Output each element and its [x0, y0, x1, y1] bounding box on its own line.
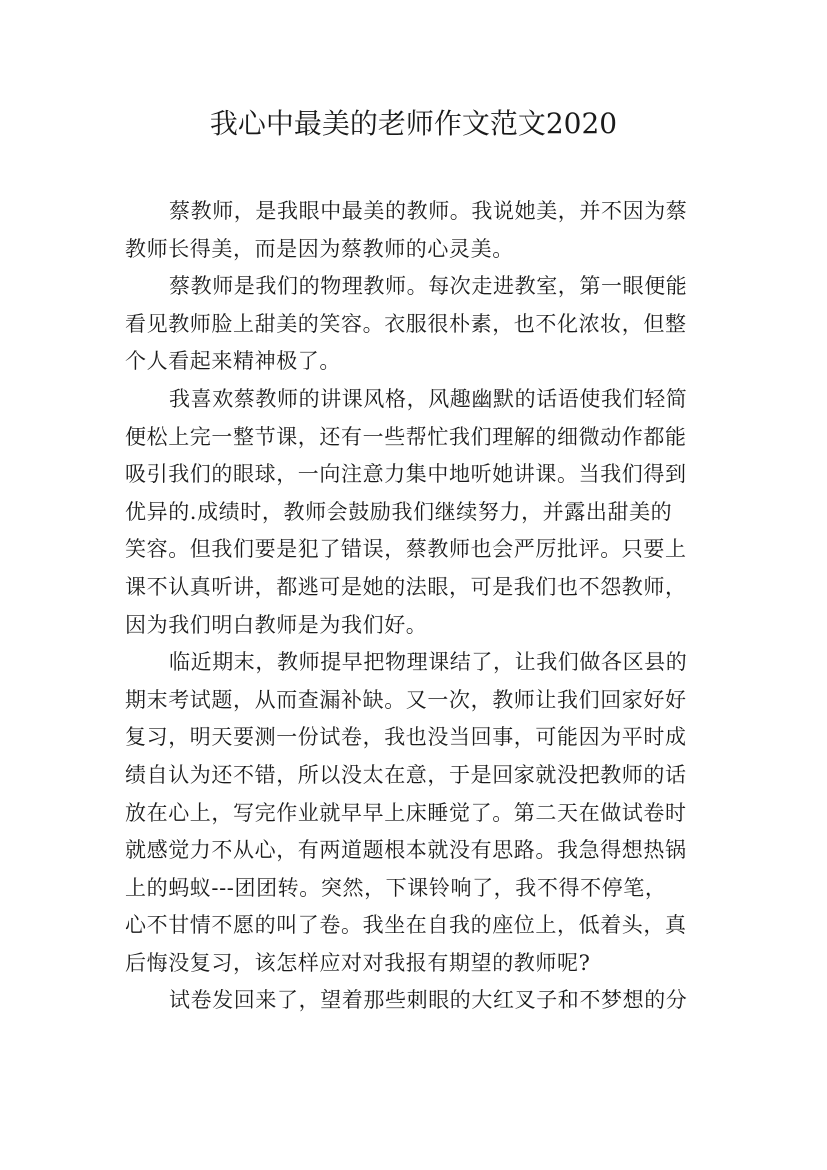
body-line: 看见教师脸上甜美的笑容。衣服很朴素，也不化浓妆，但整 [125, 311, 687, 336]
body-line: 后悔没复习，该怎样应对对我报有期望的教师呢? [125, 950, 591, 975]
body-line: 上的蚂蚁---团团转。突然，下课铃响了，我不得不停笔， [125, 875, 667, 900]
document-title: 我心中最美的老师作文范文2020 [209, 107, 618, 140]
body-line: 个人看起来精神极了。 [125, 349, 341, 374]
body-line: 蔡教师，是我眼中最美的教师。我说她美，并不因为蔡 [169, 199, 688, 223]
body-line: 就感觉力不从心，有两道题根本就没有思路。我急得想热锅 [125, 838, 687, 863]
body-line: 因为我们明白教师是为我们好。 [125, 612, 428, 637]
body-line: 吸引我们的眼球，一向注意力集中地听她讲课。当我们得到 [125, 462, 687, 487]
body-line: 课不认真听讲，都逃可是她的法眼，可是我们也不怨教师， [125, 574, 687, 599]
body-line: 便松上完一整节课，还有一些帮忙我们理解的细微动作都能 [125, 424, 687, 449]
body-line: 蔡教师是我们的物理教师。每次走进教室，第一眼便能 [169, 274, 688, 299]
body-line: 我喜欢蔡教师的讲课风格，风趣幽默的话语使我们轻简 [169, 386, 688, 411]
body-line: 放在心上，写完作业就早早上床睡觉了。第二天在做试卷时 [125, 800, 687, 825]
body-line: 优异的.成绩时，教师会鼓励我们继续努力，并露出甜美的 [125, 499, 673, 524]
document-body [125, 193, 705, 1020]
body-line: 期末考试题，从而查漏补缺。又一次，教师让我们回家好好 [125, 687, 687, 712]
body-line: 试卷发回来了，望着那些刺眼的大红叉子和不梦想的分 [169, 988, 688, 1013]
body-line: 绩自认为还不错，所以没太在意，于是回家就没把教师的话 [125, 762, 687, 787]
body-line: 教师长得美，而是因为蔡教师的心灵美。 [125, 236, 514, 261]
body-line: 复习，明天要测一份试卷，我也没当回事，可能因为平时成 [125, 725, 687, 750]
body-line: 心不甘情不愿的叫了卷。我坐在自我的座位上，低着头，真 [125, 913, 687, 938]
body-line: 笑容。但我们要是犯了错误，蔡教师也会严厉批评。只要上 [125, 537, 687, 562]
body-line: 临近期末，教师提早把物理课结了，让我们做各区县的 [169, 650, 688, 675]
